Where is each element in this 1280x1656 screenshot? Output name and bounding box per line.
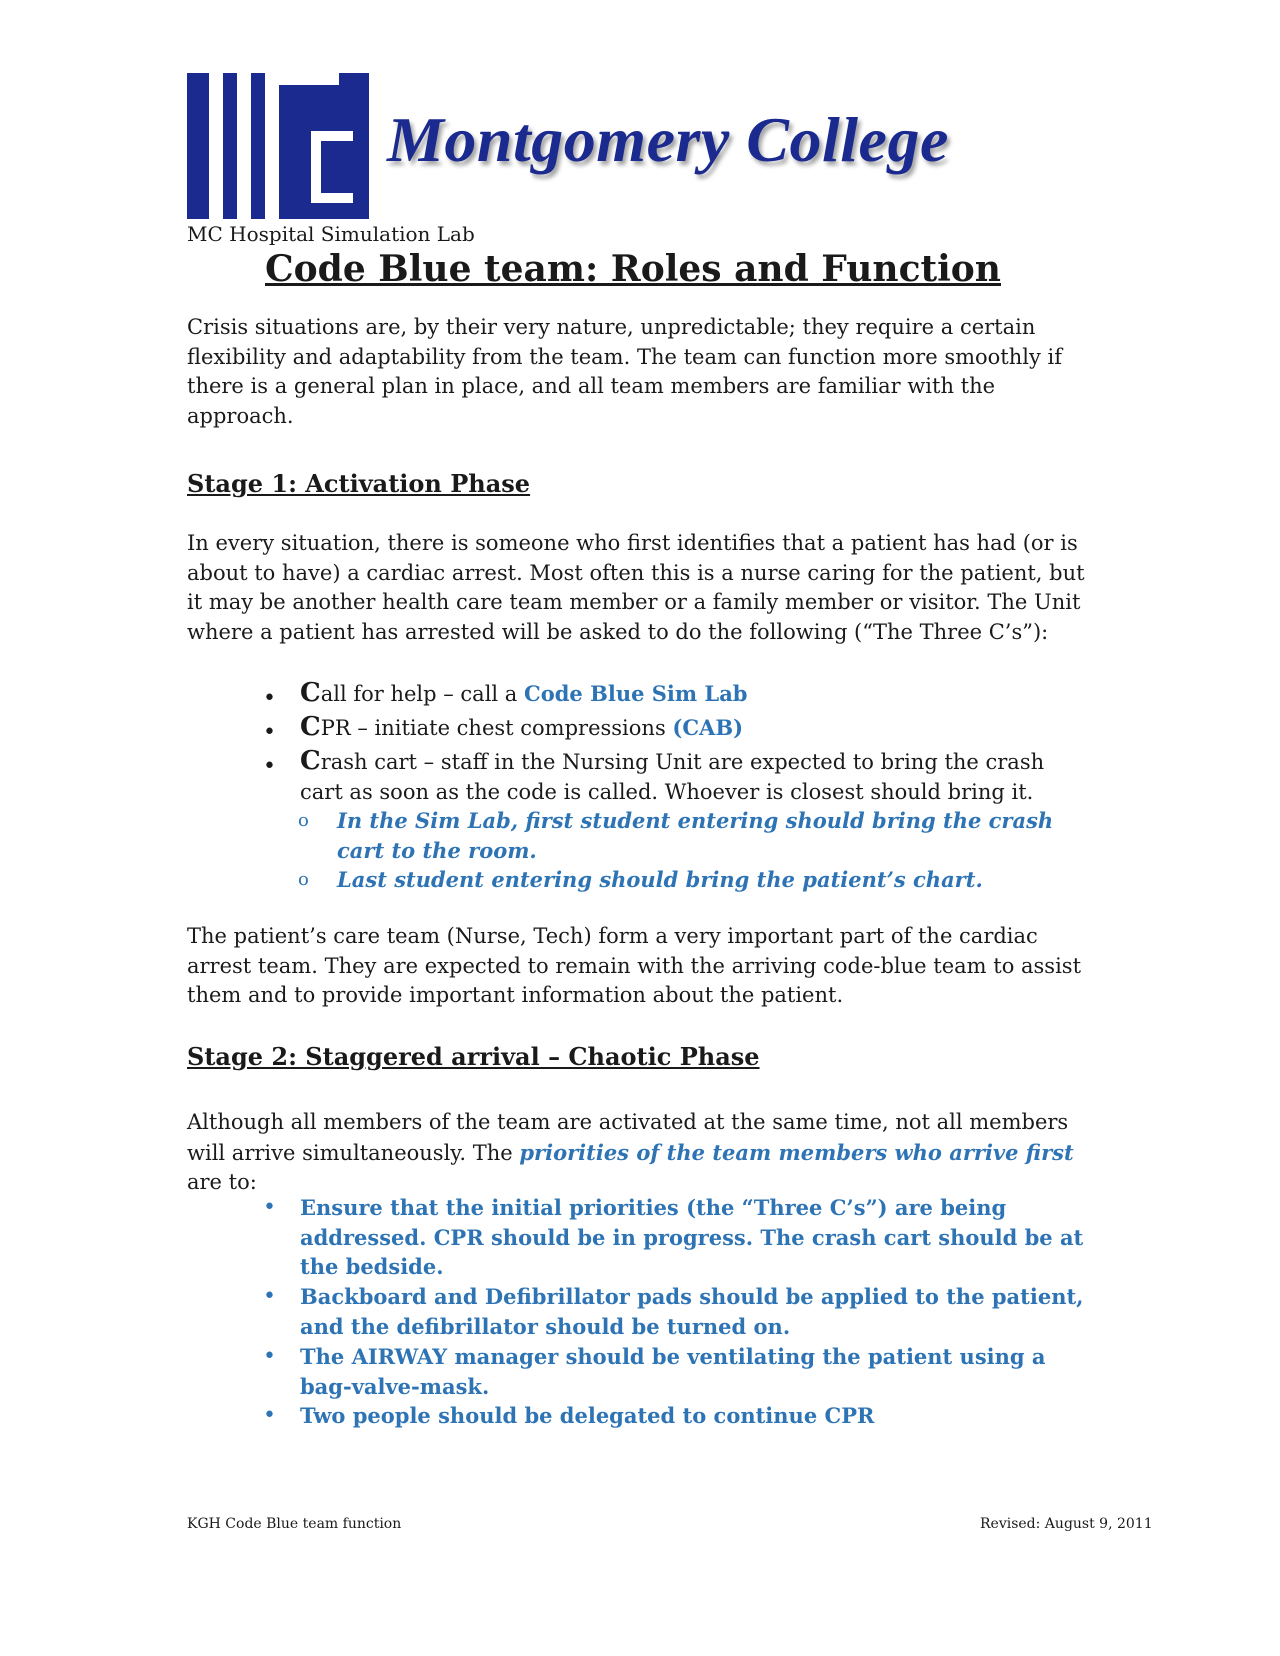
footer-right: Revised: August 9, 2011 — [980, 1516, 1153, 1532]
bullet-icon: • — [263, 1195, 276, 1220]
bullet-icon: • — [263, 1284, 276, 1309]
stage1-closing: The patient’s care team (Nurse, Tech) form a very important part of the cardiac arrest team. They are expected to remain with the arriving code-blue team to assist them and to provide important information about the patient. — [187, 924, 1082, 1007]
college-logo — [187, 73, 947, 221]
stage2-paragraph: Although all members of the team are activated at the same time, not all members will arrive simultaneously. The priorities of the team members who arrive first are to: — [187, 1110, 1074, 1194]
sub-bullet-icon: o — [298, 869, 309, 890]
list-item: Crash cart – staff in the Nursing Unit are expected to bring the crash cart as soon as the code is called. Whoever is closest should bring it. — [300, 746, 1045, 804]
footer-left: KGH Code Blue team function — [187, 1516, 402, 1532]
list-item: Ensure that the initial priorities (the “Three C’s”) are being addressed. CPR should be in progress. The crash cart should be at the bedside. — [300, 1195, 1084, 1279]
stage1-paragraph: In every situation, there is someone who first identifies that a patient has had (or is about to have) a cardiac arrest. Most often this is a nurse caring for the patient, but it may be another health care team member or a family member or visitor. The Unit where a patient has arrested will be asked to do the following (“The Three C’s”): — [187, 531, 1085, 644]
list-item: Backboard and Defibrillator pads should be applied to the patient, and the defibrillator should be turned on. — [300, 1284, 1084, 1339]
bullet-icon: • — [263, 754, 276, 779]
lab-name: MC Hospital Simulation Lab — [187, 222, 475, 246]
bullet-icon: • — [263, 1403, 276, 1428]
bullet-icon: • — [263, 686, 276, 711]
intro-paragraph: Crisis situations are, by their very nature, unpredictable; they require a certain flexibility and adaptability from the team. The team can function more smoothly if there is a general plan in place, and all team members are familiar with the approach. — [187, 315, 1062, 428]
stage2-heading: Stage 2: Staggered arrival – Chaotic Phase — [187, 1042, 760, 1071]
list-item: CPR – initiate chest compressions (CAB) — [300, 712, 744, 742]
list-item: Call for help – call a Code Blue Sim Lab — [300, 678, 748, 708]
stage1-heading: Stage 1: Activation Phase — [187, 469, 531, 498]
list-item: The AIRWAY manager should be ventilating the patient using a bag-valve-mask. — [300, 1344, 1046, 1399]
bullet-icon: • — [263, 720, 276, 745]
sub-bullet-icon: o — [298, 810, 309, 831]
college-name: Montgomery College — [387, 104, 949, 175]
sub-list-item: In the Sim Lab, first student entering should bring the crash cart to the room. — [337, 808, 1054, 863]
sub-list-item: Last student entering should bring the patient’s chart. — [337, 867, 983, 892]
mc-logo-mark — [187, 73, 369, 219]
bullet-icon: • — [263, 1344, 276, 1369]
page-title: Code Blue team: Roles and Function — [265, 248, 1001, 290]
list-item: Two people should be delegated to continue CPR — [300, 1403, 875, 1428]
